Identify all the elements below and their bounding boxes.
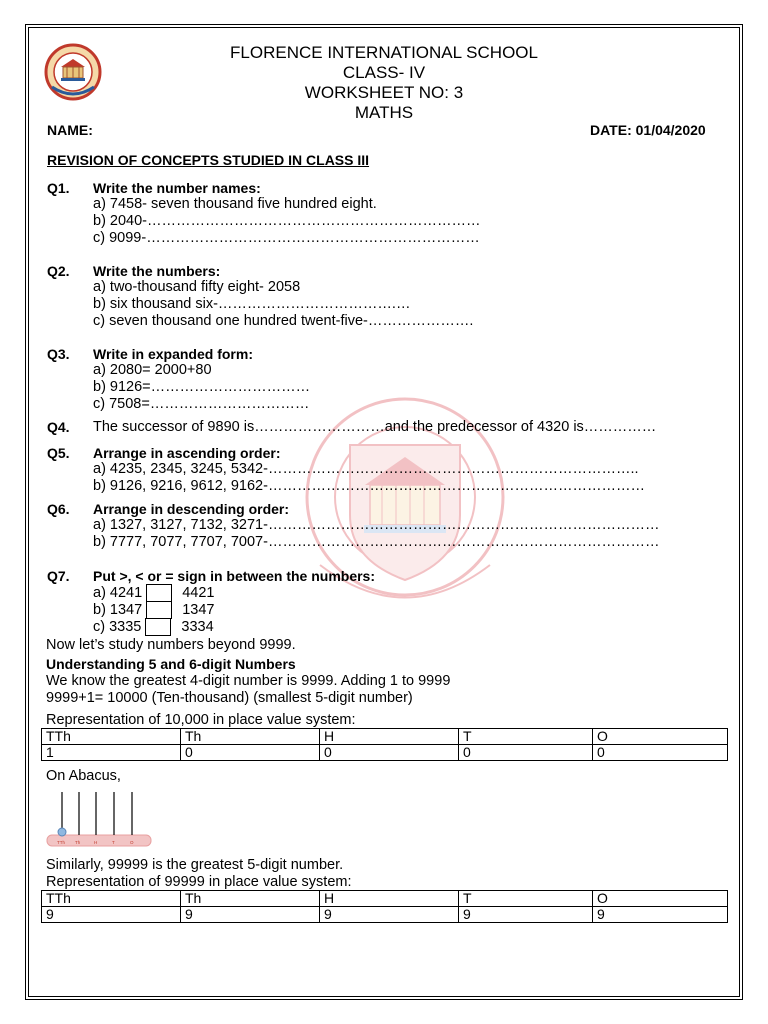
greatest-4-digit-text: We know the greatest 4-digit number is 9999. Adding 1 to 9999	[46, 673, 451, 689]
place-value-table-99999	[41, 890, 728, 923]
name-label: NAME:	[47, 122, 93, 138]
class-title: CLASS- IV	[342, 63, 426, 82]
section-title: REVISION OF CONCEPTS STUDIED IN CLASS III	[47, 152, 370, 168]
table-row	[42, 745, 728, 761]
table-cell: 0	[459, 745, 593, 761]
abacus-label-o: O	[130, 840, 134, 845]
date-label: DATE: 01/04/2020	[590, 122, 706, 138]
table-cell: 0	[320, 745, 459, 761]
q2-title: Write the numbers:	[93, 263, 221, 279]
abacus-bead	[58, 828, 66, 836]
table-header-cell: TTh	[42, 891, 181, 907]
digit-numbers-heading: Understanding 5 and 6-digit Numbers	[46, 656, 296, 672]
q4-text: The successor of 9890 is………………………and the predecessor of 4320 is……………	[93, 419, 657, 435]
q7-row-b-left: b) 1347	[93, 601, 143, 618]
q1-title: Write the number names:	[93, 180, 261, 196]
table-cell: 9	[42, 907, 181, 923]
q3-line-a: a) 2080= 2000+80	[93, 362, 212, 378]
rep-10000-caption: Representation of 10,000 in place value system:	[46, 712, 356, 728]
q7-row-b	[93, 601, 214, 619]
q3-number: Q3.	[47, 346, 70, 362]
abacus-diagram	[46, 788, 154, 850]
q7-row-c-answer-box[interactable]	[145, 618, 171, 636]
q3-title: Write in expanded form:	[93, 346, 253, 362]
q3-line-b: b) 9126=……………………………	[93, 379, 311, 395]
q1-number: Q1.	[47, 180, 70, 196]
table-cell: 9	[593, 907, 728, 923]
q7-title: Put >, < or = sign in between the numbers:	[93, 568, 375, 584]
table-cell: 1	[42, 745, 181, 761]
worksheet-title: WORKSHEET NO: 3	[304, 83, 464, 102]
q7-row-b-right: 1347	[182, 601, 215, 618]
table-header-row	[42, 729, 728, 745]
q6-number: Q6.	[47, 501, 70, 517]
q5-line-a: a) 4235, 2345, 3245, 5342-…………………………………………………………………..	[93, 461, 639, 477]
q4-number: Q4.	[47, 419, 70, 435]
q7-number: Q7.	[47, 568, 70, 584]
subject-title: MATHS	[354, 103, 414, 122]
abacus-caption: On Abacus,	[46, 768, 121, 784]
abacus-label-th: Th	[75, 840, 81, 845]
q7-row-b-answer-box[interactable]	[146, 601, 172, 619]
table-header-row	[42, 891, 728, 907]
q7-row-a-right: 4421	[182, 584, 215, 601]
q7-row-a	[93, 584, 214, 602]
abacus-label-h: H	[94, 840, 98, 845]
q2-line-a: a) two-thousand fifty eight- 2058	[93, 279, 301, 295]
q7-row-c-right: 3334	[181, 618, 214, 635]
q7-row-c	[93, 618, 214, 636]
table-cell: 9	[181, 907, 320, 923]
q5-title: Arrange in ascending order:	[93, 445, 281, 461]
table-header-cell: O	[593, 891, 728, 907]
q7-row-a-left: a) 4241	[93, 584, 143, 601]
table-header-cell: Th	[181, 891, 320, 907]
table-header-cell: O	[593, 729, 728, 745]
similarly-text: Similarly, 99999 is the greatest 5-digit number.	[46, 857, 344, 873]
place-value-table-10000	[41, 728, 728, 761]
q7-row-a-answer-box[interactable]	[146, 584, 172, 602]
q6-line-b: b) 7777, 7077, 7707, 7007-………………………………………………………………………	[93, 534, 660, 550]
q2-line-c: c) seven thousand one hundred twent-five-………………….	[93, 313, 474, 329]
q2-line-b: b) six thousand six-……………………………….…	[93, 296, 411, 312]
q5-line-b: b) 9126, 9216, 9612, 9162-……………………………………………………………………	[93, 478, 645, 494]
beyond-text: Now let’s study numbers beyond 9999.	[46, 637, 296, 653]
q3-line-c: c) 7508=……………………………	[93, 396, 310, 412]
table-cell: 0	[593, 745, 728, 761]
table-row	[42, 907, 728, 923]
q1-line-a: a) 7458- seven thousand five hundred eight.	[93, 196, 377, 212]
table-cell: 0	[181, 745, 320, 761]
table-header-cell: H	[320, 729, 459, 745]
table-cell: 9	[320, 907, 459, 923]
q6-title: Arrange in descending order:	[93, 501, 290, 517]
table-header-cell: TTh	[42, 729, 181, 745]
table-header-cell: T	[459, 891, 593, 907]
table-header-cell: H	[320, 891, 459, 907]
table-header-cell: Th	[181, 729, 320, 745]
rep-99999-caption: Representation of 99999 in place value system:	[46, 874, 352, 890]
abacus-label-t: T	[112, 840, 115, 845]
q2-number: Q2.	[47, 263, 70, 279]
q1-line-b: b) 2040-……………………………………………………………	[93, 213, 481, 229]
table-cell: 9	[459, 907, 593, 923]
school-name: FLORENCE INTERNATIONAL SCHOOL	[230, 43, 538, 62]
abacus-label-tth: TTh	[57, 840, 66, 845]
smallest-5-digit-text: 9999+1= 10000 (Ten-thousand) (smallest 5-digit number)	[46, 690, 413, 706]
q5-number: Q5.	[47, 445, 70, 461]
q7-row-c-left: c) 3335	[93, 618, 142, 635]
table-header-cell: T	[459, 729, 593, 745]
q1-line-c: c) 9099-……………………………………………………………	[93, 230, 480, 246]
q6-line-a: a) 1327, 3127, 7132, 3271-………………………………………………………………………	[93, 517, 660, 533]
